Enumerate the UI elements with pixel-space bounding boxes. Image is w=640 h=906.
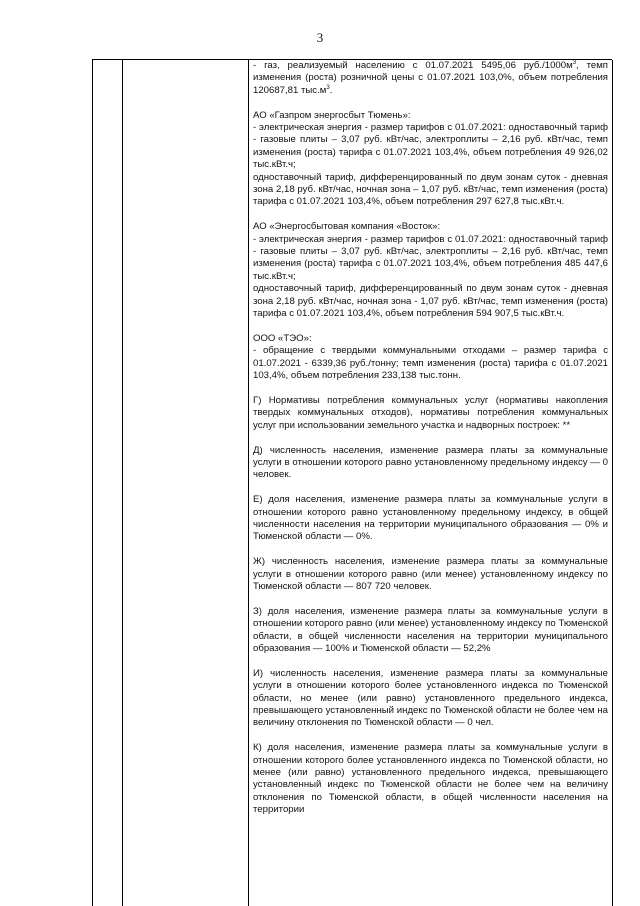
teo-tariff: - обращение с твердыми коммунальными отходами – размер тарифа с 01.07.2021 - 6339,36 руб./тонну; темп изменения (роста) тарифа с 01.07.2021 103,4%, объем потребления 233,138 тыс.тонн.: [253, 345, 608, 382]
gas-text-c: .: [329, 84, 333, 96]
gazprom-tariff-single: - электрическая энергия - размер тарифов с 01.07.2021: одноставочный тариф - газовые плиты – 3,07 руб. кВт/час, электроплиты – 2,16 руб. кВт/час, темп изменения (роста) тарифа с 01.07.2021 103,4%, объем потребления 49 926,02 тыс.кВт.ч;: [253, 122, 608, 171]
item-d: Д) численность населения, изменение размера платы за коммунальные услуги в отношении которого равно установленному предельному индексу — 0 человек.: [253, 444, 608, 481]
page-number: 3: [316, 30, 324, 45]
teo-title: ООО «ТЭО»:: [253, 332, 312, 344]
table-column-number: [92, 60, 123, 906]
document-table: [92, 59, 612, 906]
table-column-name: [122, 60, 249, 906]
gas-superscript-2: 3: [326, 84, 330, 91]
item-zh: Ж) численность населения, изменение размера платы за коммунальные услуги в отношении которого равно (или менее) установленному индексу по Тюменской области — 807 720 человек.: [253, 556, 608, 592]
gas-paragraph: [253, 60, 608, 97]
vostok-title: АО «Энергосбытовая компания «Восток»:: [253, 221, 441, 233]
gas-text-a: - газ, реализуемый населению с 01.07.2021 5495,06 руб./1000м: [253, 60, 573, 71]
content-text: [253, 60, 608, 817]
item-g: Г) Нормативы потребления коммунальных услуг (нормативы накопления твердых коммунальных отходов), нормативы потребления коммунальных услуг при использовании земельного участка и надворных построек: **: [253, 394, 608, 431]
item-k: К) доля населения, изменение размера платы за коммунальные услуги в отношении которого более установленного индекса по Тюменской области, но менее (или равно) установленного предельного индекса, превышающего установленный индекс по Тюменской области не более чем на величину отклонения по Тюменской области, в общей численности населения на территории: [253, 742, 608, 816]
gas-text-b: , темп изменения (роста) розничной цены с 01.07.2021 103,0%, объем потребления 120687,81 тыс.м: [253, 60, 609, 96]
item-e: Е) доля населения, изменение размера платы за коммунальные услуги в отношении которого равно установленному предельному индексу, в общей численности населения на территории муниципального образования — 0% и Тюменской области — 0%.: [253, 494, 608, 543]
gas-superscript-1: 3: [572, 59, 577, 66]
item-i: И) численность населения, изменение размера платы за коммунальные услуги в отношении которого более установленного индекса по Тюменской области, но менее (или равно) установленного предельного индекса, превышающего установленный индекс по Тюменской области не более чем на величину отклонения по Тюменской области — 0 чел.: [253, 667, 608, 729]
vostok-tariff-zones: одноставочный тариф, дифференцированный по двум зонам суток - дневная зона 2,18 руб. кВт/час, ночная зона - 1,07 руб. кВт/час, темп изменения (роста) тарифа с 01.07.2021 103,4%, объем потребления 594 907,5 тыс.кВт.ч.: [253, 283, 608, 320]
table-column-content: [248, 60, 613, 906]
item-z: З) доля населения, изменение размера платы за коммунальные услуги в отношении которого равно (или менее) установленному индексу по Тюменской области, в общей численности населения на территории муниципального образования — 100% и Тюменской области — 52,2%: [253, 605, 608, 654]
gazprom-title: АО «Газпром энергосбыт Тюмень»:: [253, 109, 411, 121]
vostok-tariff-single: - электрическая энергия - размер тарифов с 01.07.2021: одноставочный тариф - газовые плиты – 3,07 руб. кВт/час, электроплиты – 2,16 руб. кВт/час, темп изменения (роста) тарифа с 01.07.2021 103,4%, объем потребления 485 447,6 тыс.кВт.ч;: [253, 233, 608, 282]
gazprom-tariff-zones: одноставочный тариф, дифференцированный по двум зонам суток - дневная зона 2,18 руб. кВт/час, ночная зона – 1,07 руб. кВт/час, темп изменения (роста) тарифа с 01.07.2021 103,4%, объем потребления 297 627,8 тыс.кВт.ч.: [253, 171, 608, 208]
